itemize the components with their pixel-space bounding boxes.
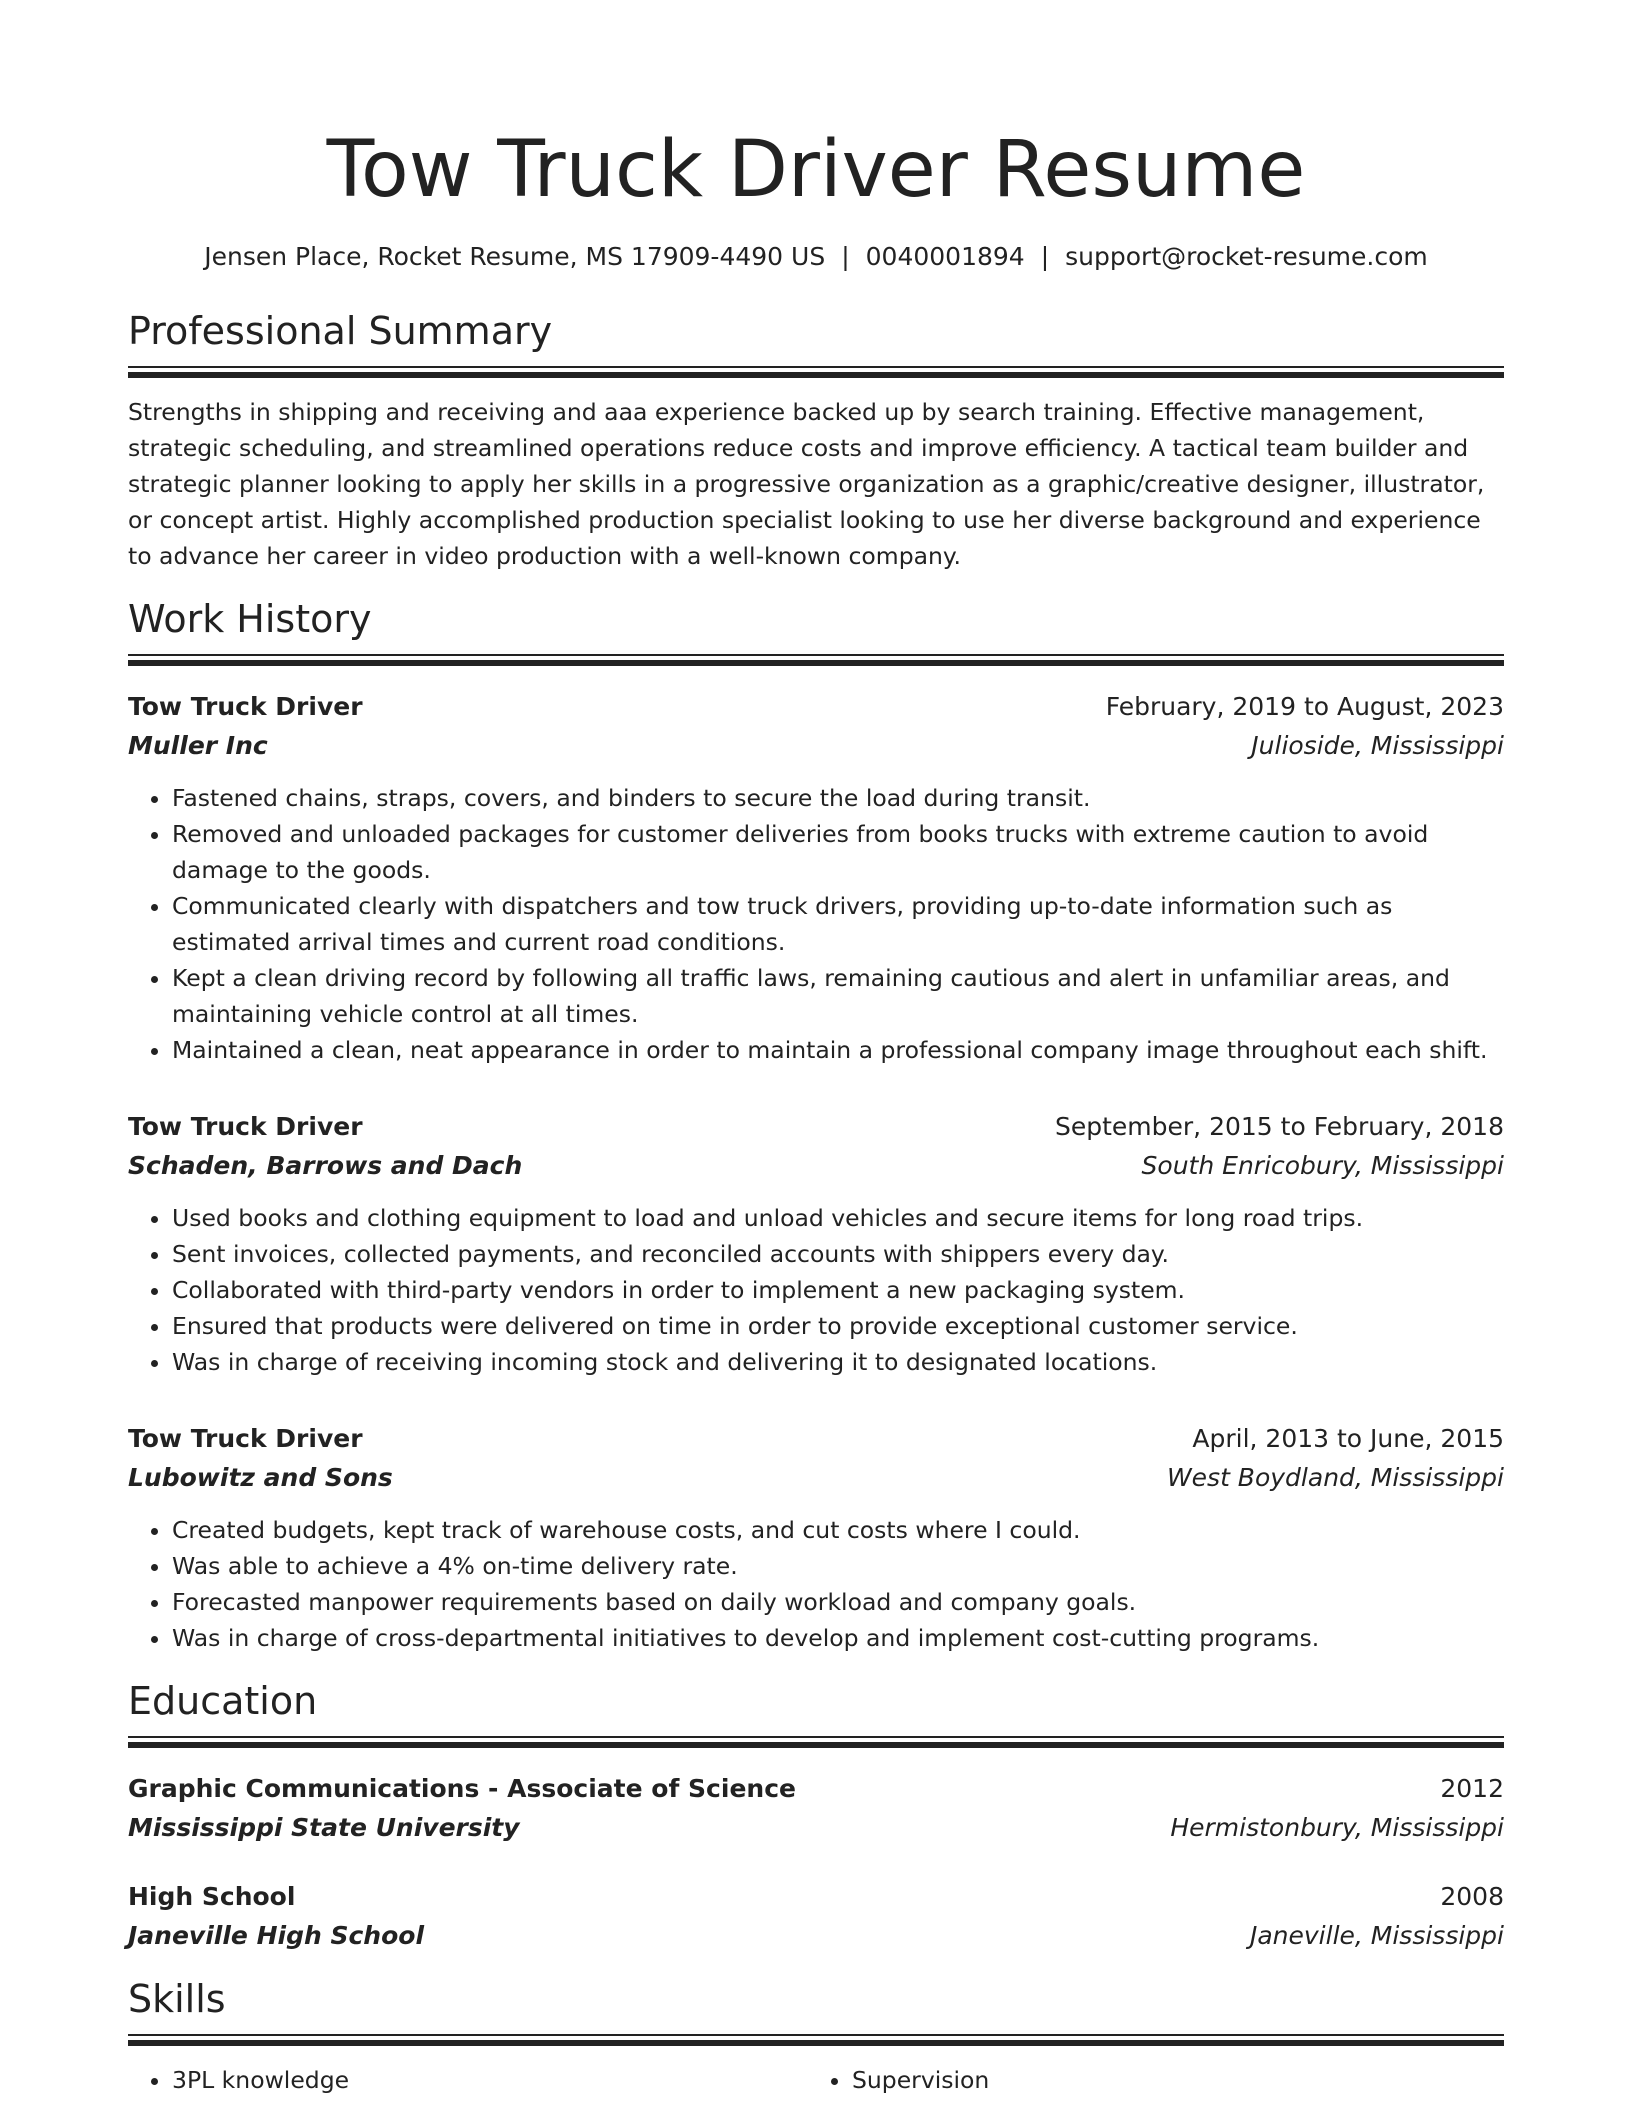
contact-line [128,240,1504,274]
list-item: • Maintained a clean, neat appearance in order to maintain a professional company image throughout each shift. [172,1032,1504,1068]
skill-item: • Supervision [852,2062,1488,2098]
list-item: • Used books and clothing equipment to load and unload vehicles and secure items for long road trips. [172,1200,1504,1236]
job-location: South Enricobury, Mississippi [1141,1151,1504,1180]
job-title: Tow Truck Driver [128,1424,363,1453]
job-title: Tow Truck Driver [128,692,363,721]
skills-section [128,1976,1504,2098]
list-item: • Sent invoices, collected payments, and reconciled accounts with shippers every day. [172,1236,1504,1272]
education-degree: Graphic Communications - Associate of Science [128,1774,796,1803]
list-item: • Was in charge of cross-departmental initiatives to develop and implement cost-cutting programs. [172,1620,1504,1656]
education-entry [128,1878,1504,1956]
skills-grid [128,2062,1504,2098]
list-item: • Communicated clearly with dispatchers and tow truck drivers, providing up-to-date information such as estimated arrival times and current road conditions. [172,888,1504,960]
job-entry [128,688,1504,1068]
education-year: 2008 [1440,1882,1504,1911]
education-year: 2012 [1440,1774,1504,1803]
job-company: Schaden, Barrows and Dach [128,1151,523,1180]
education-school: Janeville High School [128,1921,425,1950]
contact-separator: | [1040,242,1050,271]
list-item: • Removed and unloaded packages for customer deliveries from books trucks with extreme caution to avoid damage to the goods. [172,816,1504,888]
job-location: West Boydland, Mississippi [1166,1463,1504,1492]
contact-separator: | [841,242,850,271]
summary-text: Strengths in shipping and receiving and aaa experience backed up by search training. Effective management, strategic scheduling, and streamlined operations reduce costs and improve efficiency. A tactical team builder and strategic planner looking to apply her skills in a progressive organization as a graphic/creative designer, illustrator, or concept artist. Highly accomplished production specialist looking to use her diverse background and experience to advance her career in video production with a well-known company. [128,398,1485,570]
contact-phone: 0040001894 [865,242,1025,271]
section-divider [128,1736,1504,1748]
education-entry [128,1770,1504,1848]
contact-email: support@rocket-resume.com [1065,242,1428,271]
resume-page [128,0,1504,2098]
section-heading-skills: Skills [128,1977,226,2021]
job-dates: April, 2013 to June, 2015 [1192,1424,1504,1453]
section-divider [128,654,1504,666]
list-item: • Created budgets, kept track of warehouse costs, and cut costs where I could. [172,1512,1504,1548]
job-entry [128,1420,1504,1656]
list-item: • Ensured that products were delivered on time in order to provide exceptional customer service. [172,1308,1504,1344]
skill-item: • 3PL knowledge [172,2062,808,2098]
job-title: Tow Truck Driver [128,1112,363,1141]
education-section [128,1678,1504,1956]
section-heading-education: Education [128,1679,318,1723]
job-dates: February, 2019 to August, 2023 [1105,692,1504,721]
section-heading-work-history: Work History [128,597,372,641]
job-company: Muller Inc [128,731,268,760]
list-item: • Was able to achieve a 4% on-time delivery rate. [172,1548,1504,1584]
job-company: Lubowitz and Sons [128,1463,393,1492]
section-divider [128,2034,1504,2046]
section-divider [128,366,1504,378]
list-item: • Forecasted manpower requirements based on daily workload and company goals. [172,1584,1504,1620]
education-location: Hermistonbury, Mississippi [1170,1813,1504,1842]
education-school: Mississippi State University [128,1813,520,1842]
job-location: Julioside, Mississippi [1251,731,1504,760]
contact-address: Jensen Place, Rocket Resume, MS 17909-4490 US [204,242,826,271]
job-bullets [128,1512,1504,1656]
job-bullets [128,780,1504,1068]
section-heading-summary: Professional Summary [128,309,553,353]
skills-column-left [128,2062,808,2098]
list-item: • Fastened chains, straps, covers, and binders to secure the load during transit. [172,780,1504,816]
skills-column-right [808,2062,1488,2098]
work-history-section [128,596,1504,1656]
list-item: • Kept a clean driving record by following all traffic laws, remaining cautious and alert in unfamiliar areas, and maintaining vehicle control at all times. [172,960,1504,1032]
summary-section [128,308,1504,574]
job-dates: September, 2015 to February, 2018 [1055,1112,1504,1141]
list-item: • Was in charge of receiving incoming stock and delivering it to designated locations. [172,1344,1504,1380]
education-degree: High School [128,1882,296,1911]
page-title: Tow Truck Driver Resume [326,125,1306,215]
job-bullets [128,1200,1504,1380]
job-entry [128,1108,1504,1380]
list-item: • Collaborated with third-party vendors in order to implement a new packaging system. [172,1272,1504,1308]
education-location: Janeville, Mississippi [1249,1921,1504,1950]
